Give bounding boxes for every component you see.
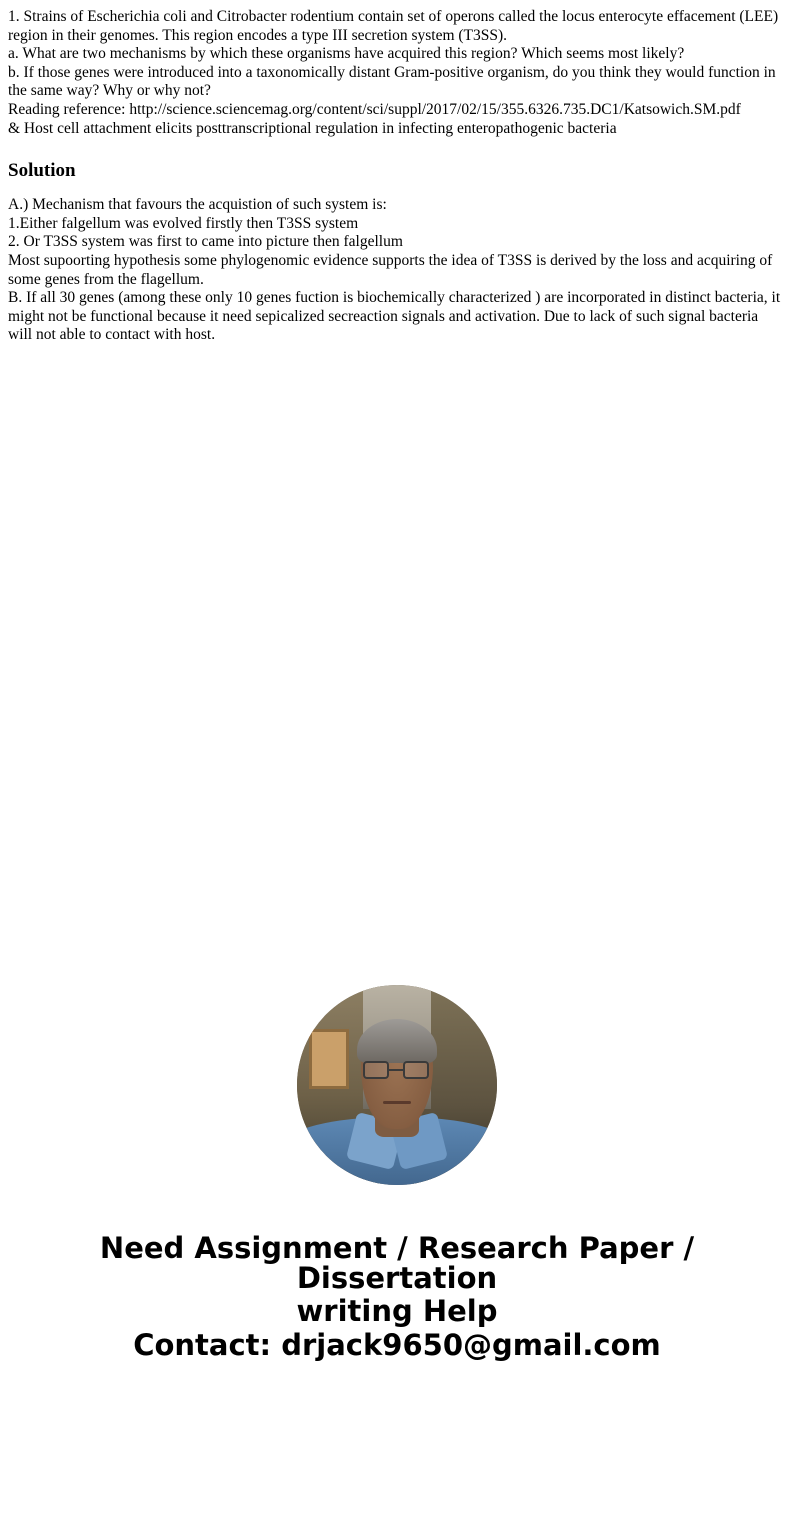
footer-headline-line-1: Need Assignment / Research Paper / Dissertation <box>99 1230 695 1296</box>
solution-b-answer: B. If all 30 genes (among these only 10 genes fuction is biochemically characterized ) are incorporated in distinct bacteria, it might not be functional because it need sepicalized secreaction signals and activation. Due to lack of such signal bacteria will not able to contact with host. <box>8 289 781 344</box>
mouth <box>383 1101 411 1104</box>
solution-heading: Solution <box>8 160 76 182</box>
vertical-spacer <box>8 345 786 985</box>
glasses-left-lens <box>363 1061 389 1079</box>
solution-a-point-2: 2. Or T3SS system was first to came into picture then falgellum <box>8 233 403 251</box>
glasses-bridge <box>389 1069 403 1071</box>
footer-banner <box>8 1230 786 1381</box>
solution-a-point-1: 1.Either falgellum was evolved firstly then T3SS system <box>8 214 359 232</box>
question-part-a: a. What are two mechanisms by which these organisms have acquired this region? Which seems most likely? <box>8 45 685 63</box>
wall-frame-decor <box>309 1029 349 1089</box>
question-intro: 1. Strains of Escherichia coli and Citrobacter rodentium contain set of operons called the locus enterocyte effacement (LEE) region in their genomes. This region encodes a type III secretion system (T3SS). <box>8 8 779 44</box>
footer-contact-email[interactable]: Contact: drjack9650@gmail.com <box>133 1328 661 1363</box>
reference-title: & Host cell attachment elicits posttranscriptional regulation in infecting enteropathogenic bacteria <box>8 119 617 137</box>
solution-a-intro: A.) Mechanism that favours the acquistion of such system is: <box>8 196 387 214</box>
avatar-container <box>8 985 786 1185</box>
reading-reference: Reading reference: http://science.sciencemag.org/content/sci/suppl/2017/02/15/355.6326.735.DC1/Katsowich.SM.pdf <box>8 100 741 118</box>
question-part-b: b. If those genes were introduced into a taxonomically distant Gram-positive organism, do you think they would function in the same way? Why or why not? <box>8 63 776 100</box>
glasses-right-lens <box>403 1061 429 1079</box>
footer-headline-line-2: writing Help <box>296 1293 498 1328</box>
solution-a-summary: Most supoorting hypothesis some phylogenomic evidence supports the idea of T3SS is derived by the loss and acquiring of some genes from the flagellum. <box>8 251 773 288</box>
avatar <box>297 985 497 1185</box>
